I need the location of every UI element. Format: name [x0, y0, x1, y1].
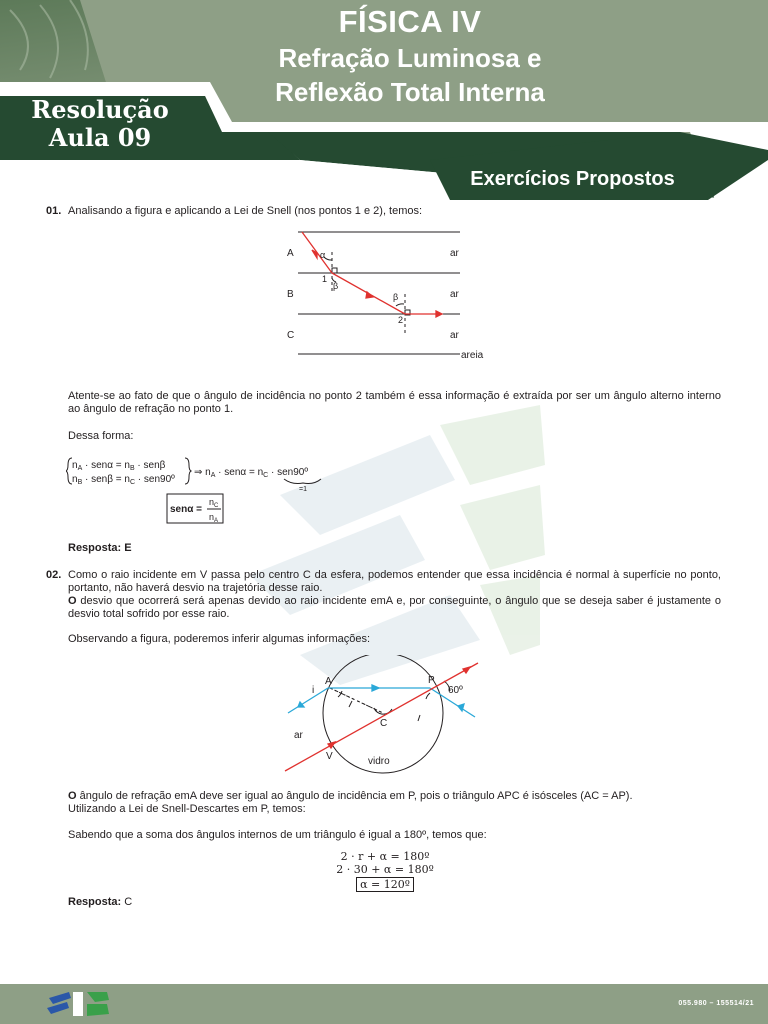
q1-fig-ar-2: ar [450, 289, 459, 300]
topic-title-line2: Reflexão Total Interna [275, 77, 545, 107]
q2-paragraph-3 [68, 790, 721, 803]
q2-paragraph-5: Sabendo que a soma dos ângulos internos de um triângulo é igual a 180º, temos que: [68, 829, 487, 841]
q2-fig-vidro: vidro [368, 756, 390, 767]
q1-fig-beta-1: β [333, 281, 339, 291]
q2-fig-i: i [312, 685, 315, 696]
q1-fig-point-2: 2 [398, 315, 404, 325]
q2-paragraph-2 [68, 595, 721, 621]
q2-p2-text: desvio que ocorrerá será apenas devido ao raio incidente emA e, por conseguinte, o ângulo que se deseja saber é justamente o desvio total sofrido por esse raio. [68, 595, 721, 620]
q2-answer [68, 896, 132, 908]
sfb-logo-icon [47, 990, 111, 1018]
q2-p3-text: ângulo de refração emA deve ser igual ao ângulo de incidência em P, pois o triângulo APC é isósceles (AC = AP). [76, 790, 633, 802]
q2-eq-line-3-wrapper [300, 877, 470, 892]
q1-fig-beta-2: β [393, 292, 399, 302]
q1-equation-system [66, 455, 336, 527]
question-number-01: 01. [46, 205, 62, 217]
svg-text:=1: =1 [299, 486, 307, 493]
q2-fig-P: P [428, 675, 435, 686]
q1-refraction-figure [280, 222, 500, 367]
q1-fig-label-B: B [287, 289, 294, 300]
q2-fig-C: C [380, 718, 388, 729]
q1-answer [68, 542, 132, 554]
q1-fig-point-1: 1 [322, 274, 328, 284]
svg-text:nA · senα = nB · senβ: $n_A \cdot sen\alpha = n_B \cdot sen\beta$ [72, 460, 166, 472]
svg-text:senα =: senα = [170, 504, 202, 515]
q1-fig-label-C: C [287, 330, 295, 341]
topic-title-line1: Refração Luminosa e [278, 43, 542, 73]
resolution-label: Resolução [31, 95, 169, 124]
q1-intro: Analisando a figura e aplicando a Lei de Snell (nos pontos 1 e 2), temos: [68, 205, 423, 217]
lesson-label: Aula 09 [48, 123, 152, 152]
q2-fig-ar: ar [294, 730, 303, 741]
svg-text:nB · senβ = nC · sen90º: $n_B \cdot sen\beta = n_C$ · sen90º [72, 474, 175, 486]
q2-eq-line-1: 2 · r + α = 180º [340, 850, 430, 863]
q2-eq-line-2: 2 · 30 + α = 180º [336, 863, 434, 876]
q2-p2-bold: O [68, 595, 77, 607]
q2-fig-V: V [326, 751, 333, 762]
q1-fig-ar-3: ar [450, 330, 459, 341]
footer-code: 055.980 – 155514/21 [678, 1000, 754, 1007]
q2-observando: Observando a figura, poderemos inferir algumas informações: [68, 633, 371, 645]
q2-answer-label: Resposta: [68, 896, 122, 908]
question-number-02: 02. [46, 569, 62, 581]
q1-answer-label: Resposta: [68, 542, 122, 554]
q2-paragraph-1: Como o raio incidente em V passa pelo centro C da esfera, podemos entender que essa incidência é normal à superfície no ponto, portanto, não haverá desvio na trajetória desse raio. [68, 569, 721, 594]
q1-answer-value: E [124, 542, 132, 554]
q2-fig-A: A [325, 676, 332, 687]
q1-fig-label-A: A [287, 248, 294, 259]
q1-fig-ar-1: ar [450, 248, 459, 259]
q1-fig-areia: areia [461, 350, 484, 361]
subject-title: FÍSICA IV [338, 4, 482, 39]
svg-text:⇒ nA · senα = nC · sen90º: ⇒ $n_A \cdot sen\alpha = n_C$ · sen90º [194, 467, 308, 479]
q1-fig-alpha: α [320, 250, 326, 260]
q1-note: Atente-se ao fato de que o ângulo de incidência no ponto 2 também é essa informação é extraída por ser um ângulo alterno interno ao ângulo de refração no ponto 1. [68, 390, 721, 415]
q2-paragraph-4: Utilizando a Lei de Snell-Descartes em P, temos: [68, 803, 306, 815]
q2-fig-angle: 60º [448, 685, 463, 696]
section-title: Exercícios Propostos [470, 168, 675, 190]
footer-bar [0, 984, 768, 1024]
q2-sphere-figure [280, 655, 485, 775]
q2-eq-line-3: α = 120º [356, 877, 414, 892]
svg-text:nA: $n_A$ [209, 512, 219, 524]
q1-dessa-forma: Dessa forma: [68, 430, 134, 442]
q2-answer-value: C [124, 896, 133, 908]
q2-p3-bold: O [68, 790, 77, 802]
svg-text:nC: $n_C$ [209, 497, 219, 509]
